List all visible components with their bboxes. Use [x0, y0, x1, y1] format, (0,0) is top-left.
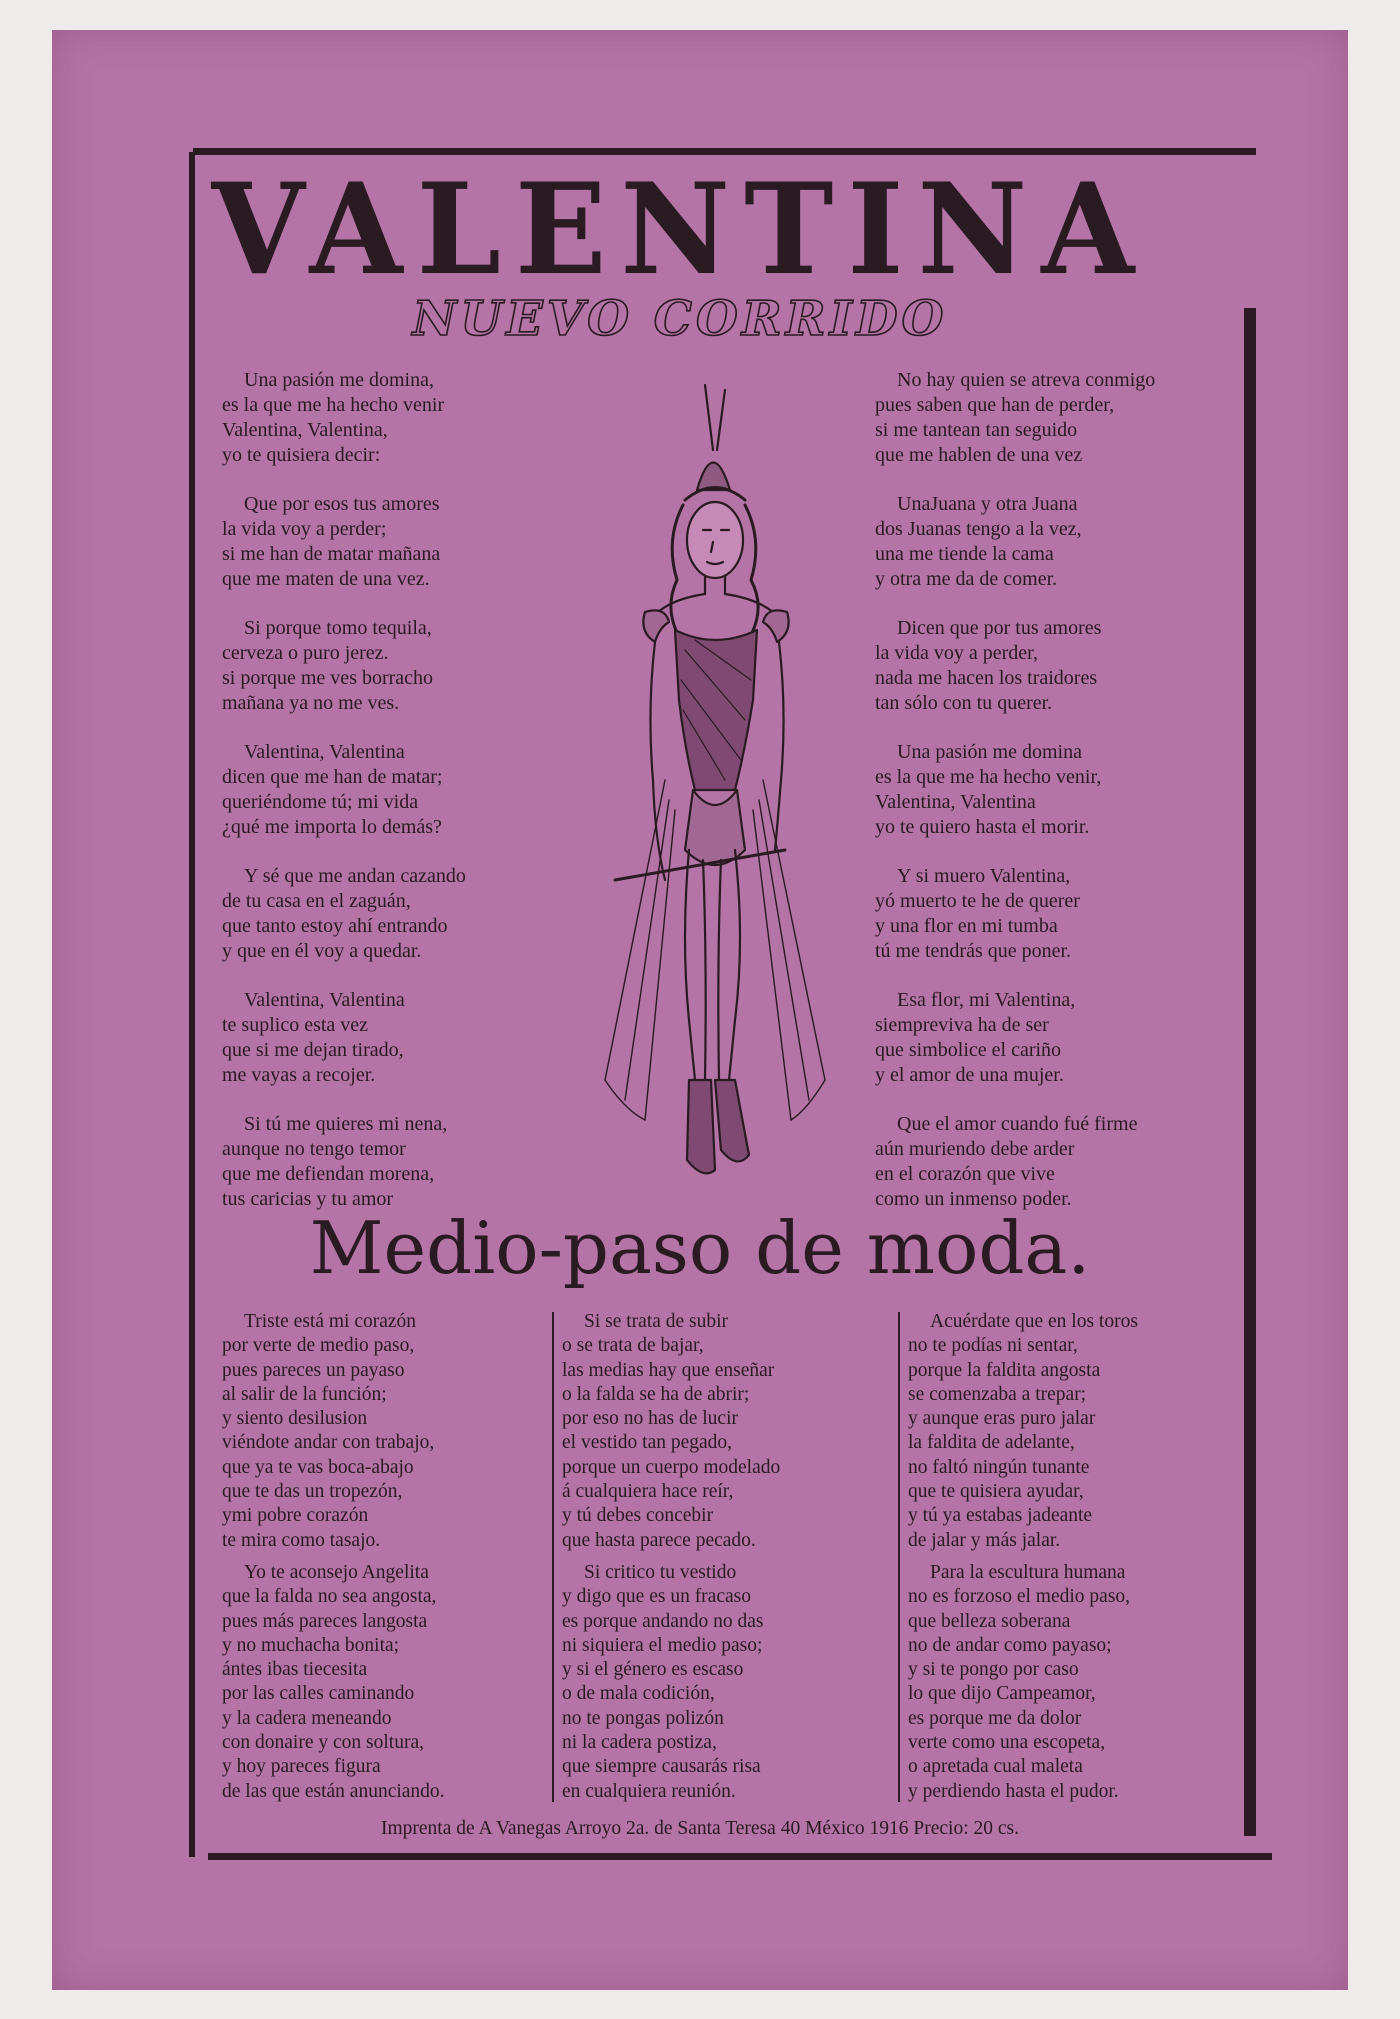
verse-line: que la falda no sea angosta, [222, 1586, 437, 1608]
bottom-border-rule [208, 1853, 1272, 1860]
verse-line: y una flor en mi tumba [875, 915, 1058, 937]
verse-line: dicen que me han de matar; [222, 766, 443, 788]
verse-line: la faldita de adelante, [908, 1432, 1075, 1454]
verse-line: en cualquiera reunión. [562, 1780, 736, 1802]
verse-line: tú me tendrás que poner. [875, 940, 1072, 962]
verse-line: es la que me ha hecho venir [222, 394, 445, 416]
verse-line: Triste está mi corazón [244, 1311, 417, 1332]
verse-line: aunque no tengo temor [222, 1138, 406, 1160]
verse-line: y la cadera meneando [222, 1707, 392, 1729]
verse-line: es porque andando no das [562, 1610, 764, 1632]
verse-line: o se trata de bajar, [562, 1335, 704, 1357]
verse-line: que belleza soberana [908, 1610, 1071, 1632]
verse-line: No hay quien se atreva conmigo [897, 369, 1156, 391]
stanza [222, 864, 562, 964]
verse-line: si porque me ves borracho [222, 667, 434, 689]
verse-line: UnaJuana y otra Juana [897, 493, 1078, 515]
stanza [908, 1310, 1208, 1553]
verse-line: Que por esos tus amores [244, 493, 440, 515]
stanza [875, 988, 1215, 1088]
section-heading: Medio-paso de moda. [309, 1206, 1091, 1290]
verse-line: Esa flor, mi Valentina, [897, 989, 1076, 1011]
verse-line: Valentina, Valentina, [222, 419, 388, 441]
stanza [875, 864, 1215, 964]
verse-line: te mira como tasajo. [222, 1529, 381, 1551]
stanza [875, 1112, 1215, 1212]
verse-line: queriéndome tú; mi vida [222, 791, 419, 813]
verse-line: siempreviva ha de ser [875, 1014, 1049, 1036]
stanza [222, 616, 562, 716]
verse-line: Yo te aconsejo Angelita [244, 1561, 429, 1583]
stanza [222, 492, 562, 592]
verse-line: que me hablen de una vez [875, 444, 1083, 466]
verse-line: me vayas a recojer. [222, 1064, 376, 1086]
stanza [222, 988, 562, 1088]
verse-line: tus caricias y tu amor [222, 1188, 394, 1210]
verse-line: como un inmenso poder. [875, 1188, 1072, 1210]
verse-line: aún muriendo debe arder [875, 1138, 1075, 1160]
verse-line: no de andar como payaso; [908, 1634, 1112, 1656]
verse-line: Acuérdate que en los toros [930, 1311, 1138, 1332]
verse-line: en el corazón que vive [875, 1163, 1055, 1185]
verse-line: y tú ya estabas jadeante [908, 1505, 1093, 1527]
stanza [562, 1310, 862, 1553]
verse-line: por verte de medio paso, [222, 1335, 415, 1357]
verse-line: Para la escultura humana [930, 1561, 1126, 1583]
verse-line: nada me hacen los traidores [875, 667, 1098, 689]
stanza [222, 368, 562, 468]
verse-line: no te pongas polizón [562, 1707, 724, 1729]
verse-line: Si tú me quieres mi nena, [244, 1113, 448, 1135]
verse-line: ¿qué me importa lo demás? [222, 816, 442, 838]
dancer-illustration [585, 380, 850, 1185]
verse-line: se comenzaba a trepar; [908, 1383, 1087, 1405]
bottom-verse-column-3 [908, 1310, 1208, 1812]
verse-line: que si me dejan tirado, [222, 1039, 404, 1061]
verse-line: Si critico tu vestido [584, 1561, 737, 1583]
verse-line: o apretada cual maleta [908, 1756, 1083, 1778]
verse-line: yo te quisiera decir: [222, 444, 381, 466]
verse-line: de las que están anunciando. [222, 1780, 445, 1802]
verse-line: Y si muero Valentina, [897, 865, 1071, 887]
bottom-verse-column-1 [222, 1310, 522, 1812]
verse-line: porque un cuerpo modelado [562, 1456, 781, 1478]
verse-line: es la que me ha hecho venir, [875, 766, 1102, 788]
verse-line: de jalar y más jalar. [908, 1529, 1061, 1551]
verse-line: por las calles caminando [222, 1683, 415, 1705]
verse-line: y hoy pareces figura [222, 1756, 381, 1778]
verse-line: es porque me da dolor [908, 1707, 1082, 1729]
verse-line: una me tiende la cama [875, 543, 1054, 565]
verse-line: verte como una escopeta, [908, 1732, 1106, 1754]
right-border-rule [1244, 308, 1256, 1836]
verse-line: y si te pongo por caso [908, 1659, 1079, 1681]
verse-line: las medias hay que enseñar [562, 1359, 775, 1381]
left-verse-column [222, 368, 562, 1236]
verse-line: que me defiendan morena, [222, 1163, 435, 1185]
verse-line: la vida voy a perder; [222, 518, 387, 540]
verse-line: el vestido tan pegado, [562, 1432, 733, 1454]
imprint-line: Imprenta de A Vanegas Arroyo 2a. de Santa Teresa 40 México 1916 Precio: 20 cs. [380, 1818, 1019, 1839]
column-divider-2 [898, 1312, 900, 1802]
verse-line: y el amor de una mujer. [875, 1064, 1064, 1086]
verse-line: y si el género es escaso [562, 1659, 744, 1681]
verse-line: cerveza o puro jerez. [222, 642, 389, 664]
verse-line: Dicen que por tus amores [897, 617, 1102, 639]
verse-line: pues más pareces langosta [222, 1610, 428, 1632]
left-border-rule [189, 152, 195, 1857]
verse-line: ántes ibas tiecesita [222, 1659, 368, 1681]
verse-line: que siempre causarás risa [562, 1756, 761, 1778]
stanza [222, 1112, 562, 1212]
verse-line: dos Juanas tengo a la vez, [875, 518, 1082, 540]
verse-line: y tú debes concebir [562, 1505, 714, 1527]
top-border-rule [193, 148, 1256, 155]
verse-line: te suplico esta vez [222, 1014, 369, 1036]
page-subtitle: NUEVO CORRIDO [412, 291, 948, 347]
stanza [875, 368, 1215, 468]
page-title: VALENTINA [211, 155, 1149, 304]
verse-line: yó muerto te he de querer [875, 890, 1080, 912]
verse-line: Si se trata de subir [584, 1311, 729, 1332]
verse-line: y no muchacha bonita; [222, 1634, 400, 1656]
verse-line: Si porque tomo tequila, [244, 617, 432, 639]
verse-line: de tu casa en el zaguán, [222, 890, 411, 912]
verse-line: tan sólo con tu querer. [875, 692, 1053, 714]
verse-line: Valentina, Valentina [875, 791, 1036, 813]
verse-line: y perdiendo hasta el pudor. [908, 1780, 1119, 1802]
verse-line: lo que dijo Campeamor, [908, 1683, 1096, 1705]
verse-line: Valentina, Valentina [244, 989, 405, 1011]
verse-line: Una pasión me domina [897, 741, 1082, 763]
verse-line: no es forzoso el medio paso, [908, 1586, 1131, 1608]
verse-line: Valentina, Valentina [244, 741, 405, 763]
verse-line: no te podías ni sentar, [908, 1335, 1078, 1357]
verse-line: ymi pobre corazón [222, 1505, 369, 1527]
stanza [875, 492, 1215, 592]
verse-line: y que en él voy a quedar. [222, 940, 422, 962]
column-divider-1 [552, 1312, 554, 1802]
stanza [222, 740, 562, 840]
verse-line: que me maten de una vez. [222, 568, 430, 590]
stanza [562, 1561, 862, 1804]
bottom-verse-column-2 [562, 1310, 862, 1812]
verse-line: Y sé que me andan cazando [244, 865, 466, 887]
verse-line: la vida voy a perder, [875, 642, 1039, 664]
stanza [222, 1561, 522, 1804]
verse-line: Una pasión me domina, [244, 369, 434, 391]
verse-line: o de mala codición, [562, 1683, 715, 1705]
verse-line: que te das un tropezón, [222, 1481, 403, 1503]
verse-line: por eso no has de lucir [562, 1408, 738, 1430]
stanza [222, 1310, 522, 1553]
right-verse-column [875, 368, 1215, 1236]
verse-line: y otra me da de comer. [875, 568, 1058, 590]
verse-line: no faltó ningún tunante [908, 1456, 1090, 1478]
verse-line: si me tantean tan seguido [875, 419, 1078, 441]
verse-line: ni siquiera el medio paso; [562, 1634, 763, 1656]
stanza [908, 1561, 1208, 1804]
verse-line: viéndote andar con trabajo, [222, 1432, 435, 1454]
verse-line: que ya te vas boca-abajo [222, 1456, 414, 1478]
stanza [875, 740, 1215, 840]
verse-line: que hasta parece pecado. [562, 1529, 756, 1551]
verse-line: o la falda se ha de abrir; [562, 1383, 750, 1405]
verse-line: ni la cadera postiza, [562, 1732, 717, 1754]
verse-line: y siento desilusion [222, 1408, 368, 1430]
verse-line: mañana ya no me ves. [222, 692, 400, 714]
verse-line: á cualquiera hace reír, [562, 1481, 734, 1503]
verse-line: Que el amor cuando fué firme [897, 1113, 1138, 1135]
verse-line: que tanto estoy ahí entrando [222, 915, 448, 937]
stanza [875, 616, 1215, 716]
verse-line: que te quisiera ayudar, [908, 1481, 1084, 1503]
verse-line: con donaire y con soltura, [222, 1732, 424, 1754]
verse-line: al salir de la función; [222, 1383, 387, 1405]
verse-line: que simbolice el cariño [875, 1039, 1062, 1061]
verse-line: y digo que es un fracaso [562, 1586, 751, 1608]
verse-line: y aunque eras puro jalar [908, 1408, 1096, 1430]
verse-line: si me han de matar mañana [222, 543, 441, 565]
verse-line: pues saben que han de perder, [875, 394, 1115, 416]
verse-line: pues pareces un payaso [222, 1359, 405, 1381]
verse-line: porque la faldita angosta [908, 1359, 1101, 1381]
verse-line: yo te quiero hasta el morir. [875, 816, 1090, 838]
